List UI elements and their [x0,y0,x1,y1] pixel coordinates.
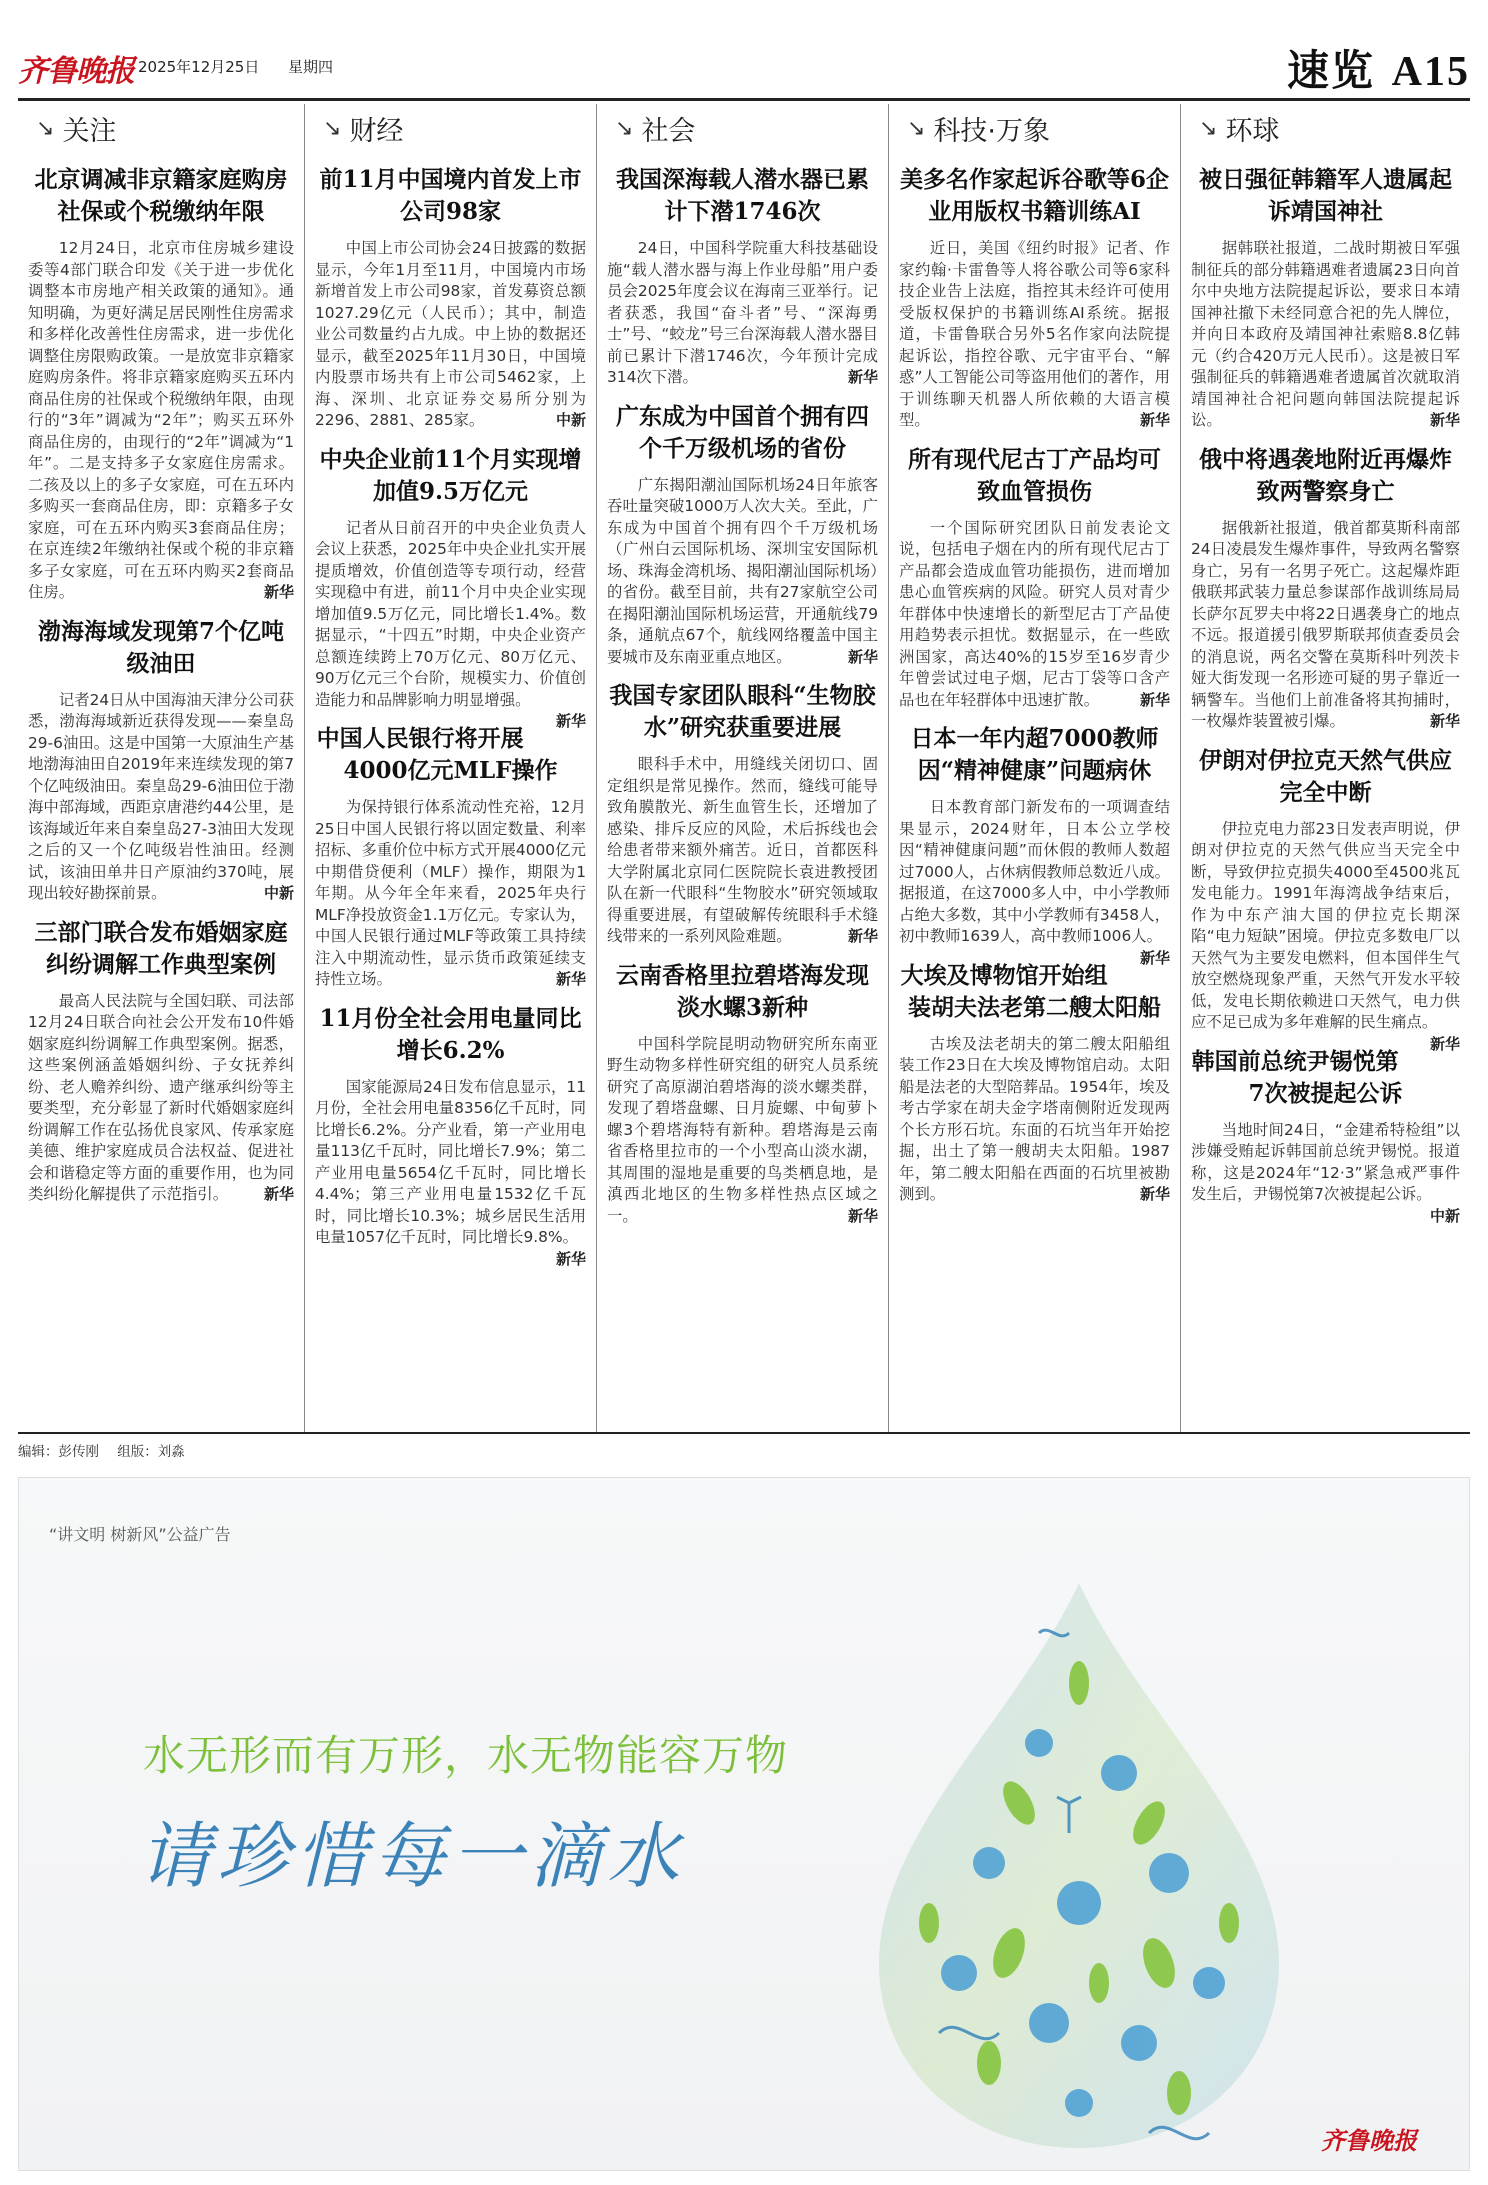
article-source: 新华 [555,1249,586,1268]
column-tech [889,104,1180,1432]
article-source: 新华 [1139,948,1170,967]
article[interactable] [1191,444,1460,733]
article-body: 中国科学院昆明动物研究所东南亚野生动物多样性研究组的研究人员系统研究了高原湖泊碧塔海的淡水螺类群，发现了碧塔盘螺、日月旋螺、中甸萝卜螺3个碧塔海特有新种。碧塔海是云南省香格里拉市的一个小型高山淡水湖，其周围的湿地是重要的鸟类栖息地，是滇西北地区的生物多样性热点区域之一。 新华 [607,1034,878,1228]
article-headline[interactable]: 云南香格里拉碧塔海发现淡水螺3新种 [616,961,869,1021]
category-header: ↘ 关注 [36,115,117,147]
article-body: 日本教育部门新发布的一项调查结果显示，2024财年，日本公立学校因“精神健康问题”而休假的教师人数超过7000人，占休病假教师总数近八成。据报道，在这7000多人中，中小学教师占绝大多数，其中小学教师有3458人，初中教师1639人，高中教师1006人。 新华 [899,797,1170,948]
article-body: 当地时间24日，“金建希特检组”以涉嫌受贿起诉韩国前总统尹锡悦。报道称，这是2024年“12·3”紧急戒严事件发生后，尹锡悦第7次被提起公诉。 中新 [1191,1120,1460,1206]
article-headline[interactable]: 被日强征韩籍军人遗属起诉靖国神社 [1199,166,1452,225]
editor-credits [18,1440,199,1460]
article[interactable] [28,917,294,1206]
ad-calligraphy: 请珍惜每一滴水 [139,1814,686,1898]
ad-slogan: 水无形而有万形，水无物能容万物 [143,1731,789,1780]
article-source: 新华 [555,712,586,730]
article-body: 为保持银行体系流动性充裕，12月25日中国人民银行将以固定数量、利率招标、多重价位中标方式开展4000亿元中期借贷便利（MLF）操作，期限为1年期。从今年全年来看，2025年央行MLF净投放资金1.1万亿元。专家认为，中国人民银行通过MLF等政策工具持续注入中期流动性，显示货币政策延续支持性立场。 新华 [315,797,586,991]
column-focus [18,104,304,1432]
article-source: 新华 [555,970,586,988]
article[interactable] [315,1003,586,1268]
article-source: 中新 [1429,1206,1460,1225]
issue-weekday: 星期四 [288,58,334,76]
arrow-icon: ↘ [36,115,55,141]
article-body: 最高人民法院与全国妇联、司法部12月24日联合向社会公开发布10件婚姻家庭纠纷调解工作典型案例。据悉，这些案例涵盖婚姻纠纷、子女抚养纠纷、老人赡养纠纷、遗产继承纠纷等主要类型，充分彰显了新时代婚姻家庭纠纷调解工作在弘扬优良家风、传承家庭美德、维护家庭成员合法权益、促进社会和谐稳定等方面的重要作用，也为同类纠纷化解提供了示范指引。 新华 [28,991,294,1206]
article-source: 新华 [1429,712,1460,730]
article-source: 新华 [1139,690,1170,709]
article-source: 新华 [847,368,878,386]
article[interactable] [899,164,1170,432]
article-source: 新华 [847,927,878,945]
article-source: 新华 [1429,411,1460,429]
article[interactable] [1191,1046,1460,1225]
category-header: ↘ 财经 [323,115,404,147]
article[interactable] [1191,745,1460,1053]
article-body: 中国上市公司协会24日披露的数据显示，今年1月至11月，中国境内市场新增首发上市公司98家，首发募资总额1027.29亿元（人民币）；其中，制造业公司数量约占九成。中上协的数据还显示，截至2025年11月30日，中国境内股票市场共有上市公司5462家，上海、深圳、北京证券交易所分别为2296、2881、285家。 中新 [315,238,586,432]
article-body: 古埃及法老胡夫的第二艘太阳船组装工作23日在大埃及博物馆启动。太阳船是法老的大型陪葬品。1954年，埃及考古学家在胡夫金字塔南侧附近发现两个长方形石坑。东面的石坑当年开始挖掘，出土了第一艘胡夫太阳船。1987年，第二艘太阳船在西面的石坑里被勘测到。 新华 [899,1034,1170,1206]
article[interactable] [315,164,586,432]
arrow-icon: ↘ [1199,115,1218,141]
article-source: 新华 [263,1185,294,1203]
category-header: ↘ 环球 [1199,115,1280,147]
article-headline[interactable]: 前11月中国境内首发上市公司98家 [319,166,582,225]
article[interactable] [899,723,1170,967]
article[interactable] [1191,164,1460,432]
column-global [1181,104,1470,1432]
article-headline[interactable]: 中央企业前11个月实现增加值9.5万亿元 [319,445,582,505]
article-body: 广东揭阳潮汕国际机场24日年旅客吞吐量突破1000万人次大关。至此，广东成为中国首个拥有四个千万级机场（广州白云国际机场、深圳宝安国际机场、珠海金湾机场、揭阳潮汕国际机场）的省份。截至目前，共有27家航空公司在揭阳潮汕国际机场运营，开通航线79条，通航点67个，航线网络覆盖中国主要城市及东南亚重点地区。 新华 [607,475,878,669]
article-headline[interactable]: 北京调减非京籍家庭购房社保或个税缴纳年限 [34,166,288,225]
article-headline[interactable]: 广东成为中国首个拥有四个千万级机场的省份 [616,402,869,462]
news-columns [18,104,1470,1432]
article-source: 新华 [847,1206,878,1225]
article[interactable] [607,960,878,1228]
newspaper-logo: 齐鲁晚报 [18,54,134,89]
arrow-icon: ↘ [907,115,926,141]
article[interactable] [315,723,586,991]
article-source: 新华 [847,647,878,666]
masthead [18,38,1470,96]
page-number: A15 [1391,49,1470,95]
article-body: 一个国际研究团队日前发表论文说，包括电子烟在内的所有现代尼古丁产品都会造成血管功能损伤，进而增加患心血管疾病的风险。研究人员对青少年群体中快速增长的新型尼古丁产品使用趋势表示担忧。数据显示，在一些欧洲国家，高达40%的15岁至16岁青少年曾尝试过电子烟，尼古丁袋等口含产品也在年轻群体中迅速扩散。 新华 [899,518,1170,712]
bottom-rule [18,1432,1470,1434]
article[interactable] [607,680,878,948]
public-service-ad [18,1477,1470,2171]
article-source: 新华 [1429,1034,1460,1053]
article[interactable] [28,616,294,905]
ad-newspaper-logo: 齐鲁晚报 [1321,2126,1417,2155]
article-headline[interactable]: 11月份全社会用电量同比增长6.2% [319,1004,582,1064]
issue-date: 2025年12月25日 [138,58,260,76]
ad-tag: “讲文明 树新风”公益广告 [49,1525,231,1544]
column-society [597,104,888,1432]
article[interactable] [607,164,878,389]
article-headline[interactable]: 我国深海载人潜水器已累计下潜1746次 [616,166,869,225]
article-source: 新华 [263,583,294,601]
article-headline[interactable]: 所有现代尼古丁产品均可致血管损伤 [908,445,1161,505]
article-headline[interactable]: 大埃及博物馆开始组装胡夫法老第二艘太阳船 [900,961,1161,1021]
article-body: 近日，美国《纽约时报》记者、作家约翰·卡雷鲁等人将谷歌公司等6家科技企业告上法庭，指控其未经许可使用受版权保护的书籍训练AI系统。据报道，卡雷鲁联合另外5名作家向法院提起诉讼，指控谷歌、元宇宙平台、“解惑”人工智能公司等盗用他们的著作，用于训练聊天机器人所依赖的大语言模型。 新华 [899,238,1170,432]
article-headline[interactable]: 韩国前总统尹锡悦第7次被提起公诉 [1191,1047,1403,1107]
article-body: 据韩联社报道，二战时期被日军强制征兵的部分韩籍遇难者遗属23日向首尔中央地方法院提起诉讼，要求日本靖国神社撤下未经同意合祀的先人牌位，并向日本政府及靖国神社索赔8.8亿韩元（约合420万元人民币）。这是被日军强制征兵的韩籍遇难者遗属首次就取消靖国神社合祀问题向韩国法院提起诉讼。 新华 [1191,238,1460,432]
article[interactable] [607,401,878,669]
article-headline[interactable]: 三部门联合发布婚姻家庭纠纷调解工作典型案例 [34,918,288,978]
article-source: 新华 [1139,411,1170,429]
article-body: 国家能源局24日发布信息显示，11月份，全社会用电量8356亿千瓦时，同比增长6.2%。分产业看，第一产业用电量113亿千瓦时，同比增长7.9%；第二产业用电量5654亿千瓦时，同比增长4.4%；第三产业用电量1532亿千瓦时，同比增长10.3%；城乡居民生活用电量1057亿千瓦时，同比增长9.8%。 新华 [315,1077,586,1249]
column-finance [305,104,596,1432]
arrow-icon: ↘ [323,115,342,141]
article-headline[interactable]: 我国专家团队眼科“生物胶水”研究获重要进展 [609,682,876,741]
article-source: 中新 [263,884,294,902]
article-body: 24日，中国科学院重大科技基础设施“载人潜水器与海上作业母船”用户委员会2025年度会议在海南三亚举行。记者获悉，我国“奋斗者”号、“深海勇士”号、“蛟龙”号三台深海载人潜水器目前已累计下潜1746次，今年预计完成314次下潜。 新华 [607,238,878,389]
article-body: 记者从日前召开的中央企业负责人会议上获悉，2025年中央企业扎实开展提质增效，价值创造等专项行动，经营实现稳中有进，前11个月中央企业实现增加值9.5万亿元，同比增长1.4%。数据显示，“十四五”时期，中央企业资产总额连续跨上70万亿元、80万亿元、90万亿元三个台阶，规模实力、价值创造能力和品牌影响力明显增强。 新华 [315,518,586,712]
article-body: 记者24日从中国海油天津分公司获悉，渤海海域新近获得发现——秦皇岛29-6油田。这是中国第一大原油生产基地渤海油田自2019年来连续发现的第7个亿吨级油田。秦皇岛29-6油田位于渤海中部海域，西距京唐港约44公里，是该海域近年来自秦皇岛27-3油田大发现之后的又一个亿吨级岩性油田。经测试，该油田单井日产原油约370吨，展现出较好勘探前景。 中新 [28,690,294,905]
layout-editor-name: 组版：刘淼 [117,1444,185,1460]
top-rule [18,98,1470,101]
article-headline[interactable]: 日本一年内超7000教师因“精神健康”问题病休 [910,725,1159,784]
article-body: 伊拉克电力部23日发表声明说，伊朗对伊拉克的天然气供应当天完全中断，导致伊拉克损失4000至4500兆瓦发电能力。1991年海湾战争结束后，作为中东产油大国的伊拉克长期深陷“电力短缺”困境。伊拉克多数电厂以天然气为主要发电燃料，但本国伴生气放空燃烧现象严重，天然气开发水平较低，发电长期依赖进口天然气，电力供应不足已成为多年难解的民生痛点。 新华 [1191,819,1460,1034]
editor-name: 编辑：彭传刚 [18,1444,99,1460]
category-header: ↘ 科技·万象 [907,115,1051,147]
article-source: 中新 [555,411,586,429]
water-drop-illustration [839,1573,1319,2163]
article[interactable] [28,164,294,604]
article-headline[interactable]: 俄中将遇袭地附近再爆炸致两警察身亡 [1199,445,1452,505]
arrow-icon: ↘ [615,115,634,141]
article-headline[interactable]: 伊朗对伊拉克天然气供应完全中断 [1199,746,1452,806]
category-header: ↘ 社会 [615,115,696,147]
article-body: 12月24日，北京市住房城乡建设委等4部门联合印发《关于进一步优化调整本市房地产相关政策的通知》。通知明确，为更好满足居民刚性住房需求和多样化改善性住房需求，进一步优化调整住房限购政策。一是放宽非京籍家庭购房条件。将非京籍家庭购买五环内商品住房的社保或个税缴纳年限，由现行的“3年”调减为“2年”；购买五环外商品住房的，由现行的“2年”调减为“1年”。二是支持多子女家庭住房需求。二孩及以上的多子女家庭，可在五环内多购买一套商品住房，即：京籍多子女家庭，可在五环内购买3套商品住房；在京连续2年缴纳社保或个税的非京籍多子女家庭，可在五环内购买2套商品住房。 新华 [28,238,294,604]
article-headline[interactable]: 美多名作家起诉谷歌等6企业用版权书籍训练AI [899,166,1169,225]
article-body: 眼科手术中，用缝线关闭切口、固定组织是常见操作。然而，缝线可能导致角膜散光、新生血管生长，还增加了感染、排斥反应的风险，术后拆线也会给患者带来额外痛苦。近日，首都医科大学附属北京同仁医院院长袁进教授团队在新一代眼科“生物胶水”研究领域取得重要进展，有望破解传统眼科手术缝线带来的一系列风险难题。 新华 [607,754,878,948]
article[interactable] [899,960,1170,1206]
article-body: 据俄新社报道，俄首都莫斯科南部24日凌晨发生爆炸事件，导致两名警察身亡，另有一名男子死亡。这起爆炸距俄联邦武装力量总参谋部作战训练局局长萨尔瓦罗夫中将22日遇袭身亡的地点不远。报道援引俄罗斯联邦侦查委员会的消息说，两名交警在莫斯科叶列茨卡娅大街发现一名形迹可疑的男子靠近一辆警车。当他们上前准备将其拘捕时，一枚爆炸装置被引爆。 新华 [1191,518,1460,733]
section-title [1287,38,1470,98]
article-headline[interactable]: 中国人民银行将开展4000亿元MLF操作 [316,725,558,784]
article-headline[interactable]: 渤海海域发现第7个亿吨级油田 [37,617,284,677]
article[interactable] [315,444,586,730]
article[interactable] [899,444,1170,712]
section-name: 速览 [1287,46,1376,95]
article-source: 新华 [1139,1185,1170,1203]
